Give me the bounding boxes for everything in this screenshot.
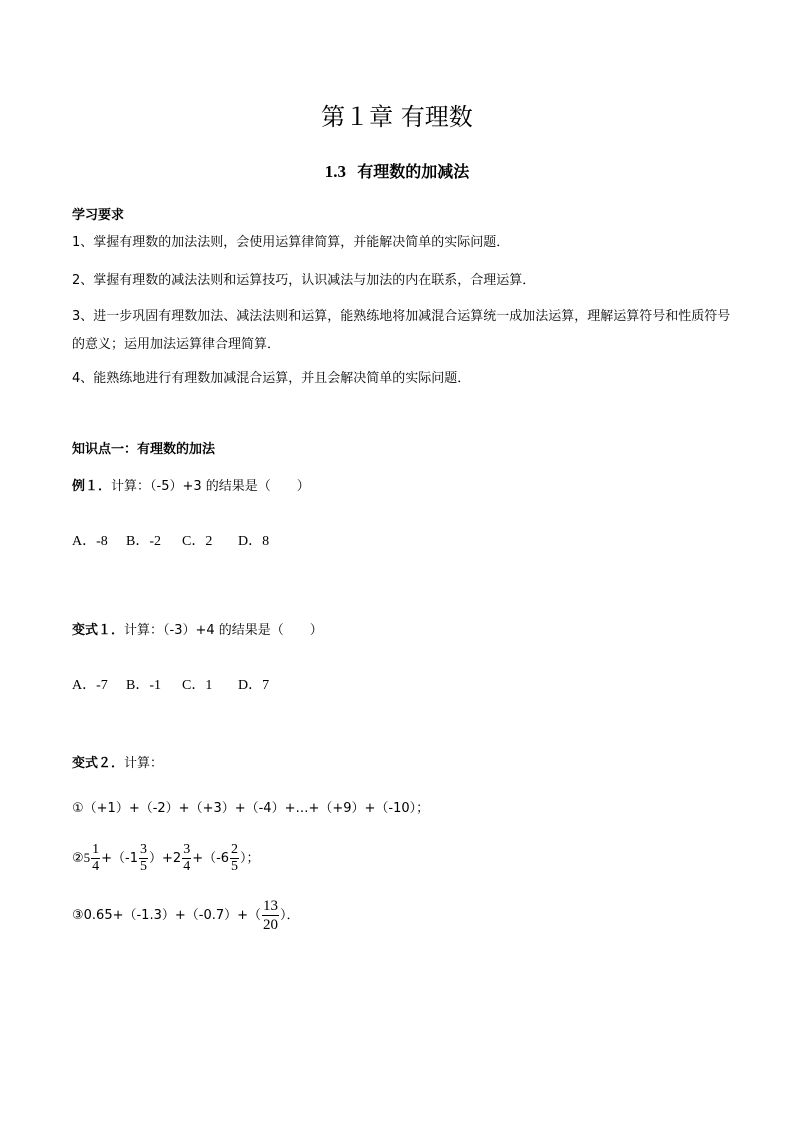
numerator: 3 [183, 842, 191, 857]
variant2-question [72, 754, 163, 774]
fraction [230, 842, 239, 875]
expression-part: +（-6 [192, 851, 230, 866]
example1-question [72, 477, 310, 497]
denominator: 5 [140, 859, 148, 874]
expression-part: ）； [240, 851, 260, 866]
expression-1: ①（+1）+（-2）+（+3）+（-4）+…+（+9）+（-10）； [72, 801, 430, 816]
expression-part: ）． [280, 908, 300, 923]
expression-2 [72, 838, 260, 879]
variant1-label: 变式１． [72, 623, 125, 638]
example1-options [72, 532, 269, 552]
expression-part: ）+2 [149, 851, 182, 866]
numerator: 2 [231, 842, 239, 857]
variant1-options [72, 676, 269, 696]
option-b: B．-2 [126, 534, 161, 549]
expression-part: +（-1 [101, 851, 139, 866]
denominator: 4 [183, 859, 191, 874]
requirement-item: 1、掌握有理数的加法法则，会使用运算律简算，并能解决简单的实际问题． [72, 235, 510, 250]
chapter-title: 第１章 有理数 [321, 103, 473, 131]
variant1-question [72, 621, 323, 641]
numerator: 3 [140, 842, 148, 857]
option-d: D．8 [238, 534, 270, 549]
requirement-item: 4、能熟练地进行有理数加减混合运算，并且会解决简单的实际问题． [72, 371, 471, 386]
variant2-label: 变式２． [72, 756, 125, 771]
section-title [0, 160, 794, 184]
option-d: D．7 [238, 678, 270, 693]
option-a: A．-7 [72, 678, 108, 693]
fraction [182, 842, 191, 875]
variant1-text: 计算：（-3）+4 的结果是（ ） [124, 623, 323, 638]
option-c: C．1 [182, 678, 213, 693]
option-a: A．-8 [72, 534, 108, 549]
denominator: 4 [92, 859, 100, 874]
option-c: C．2 [182, 534, 213, 549]
denominator: 5 [231, 859, 239, 874]
numerator: 13 [263, 898, 279, 914]
expression-2-marker: ② [72, 851, 84, 866]
variant2-text: 计算： [124, 756, 164, 771]
option-b: B．-1 [126, 678, 161, 693]
fraction [139, 842, 148, 875]
fraction [91, 842, 100, 875]
denominator: 20 [263, 917, 279, 933]
expression-part: ③0.65+（-1.3）+（-0.7）+（ [72, 908, 262, 923]
requirement-item: 2、掌握有理数的减法法则和运算技巧，认识减法与加法的内在联系，合理运算． [72, 273, 536, 288]
example1-label: 例１． [72, 479, 112, 494]
expression-3 [72, 896, 300, 936]
section-number: 1.3 [324, 162, 347, 181]
numerator: 1 [92, 842, 100, 857]
requirement-item: 3、进一步巩固有理数加法、减法法则和运算，能熟练地将加减混合运算统一成加法运算，理解运算符号和性质符号的意义；运用加法运算律合理简算． [72, 309, 731, 352]
requirements-heading: 学习要求 [72, 208, 125, 223]
section-name: 有理数的加减法 [357, 162, 470, 181]
mixed-number-whole: 5 [83, 850, 91, 865]
fraction [262, 897, 279, 934]
knowledge-point-heading: 知识点一：有理数的加法 [72, 442, 216, 457]
example1-text: 计算：（-5）+3 的结果是（ ） [111, 479, 310, 494]
